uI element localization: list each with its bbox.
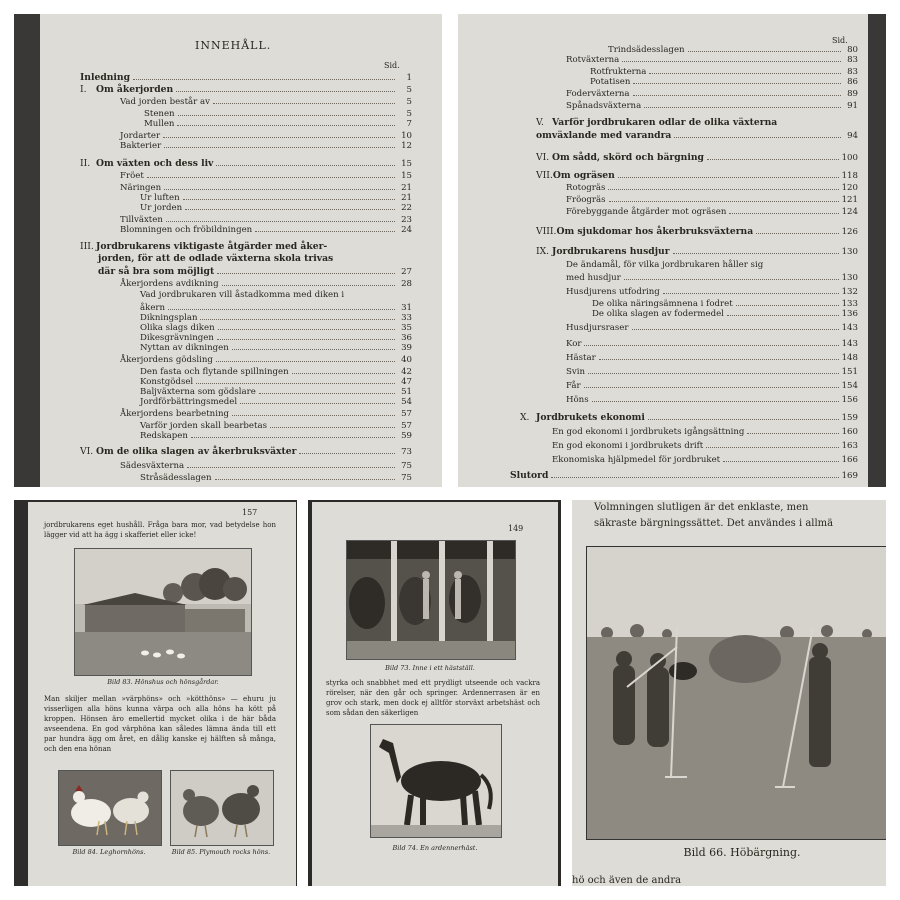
toc-right-entry-page: 151 <box>841 367 858 377</box>
page-157-top-text: jordbrukarens eget hushåll. Fråga bara mor, vad betydelse hon lägger vid att ha ägg i skafferiet eller icke! <box>44 521 276 539</box>
toc-left-entry-dots <box>164 140 395 148</box>
toc-right-entry-dots <box>551 470 838 478</box>
toc-right-entry-dots <box>584 380 839 388</box>
page-149-body: styrka och snabbhet med ett prydligt utseende och vackra rörelser, när den går och springer. Ardennerrasen är en grov och stark, men dock ej alltför storväxt arbetshäst och som sådan den säkerligen <box>326 679 540 717</box>
toc-left-entry-label: Blomningen och fröbildningen <box>120 225 253 235</box>
toc-right-entry-numeral: IX. <box>536 246 550 257</box>
toc-left-entry-dots <box>185 202 395 210</box>
toc-left-entry-page: 1 <box>406 73 412 83</box>
toc-right-entry-page: 121 <box>841 195 858 205</box>
toc-right-entry <box>566 206 858 217</box>
toc-left-entry-page: 7 <box>406 119 412 129</box>
toc-left-entry-dots <box>196 376 395 384</box>
toc-left-entry-dots <box>232 408 395 416</box>
toc-right-entry <box>566 182 858 193</box>
toc-left-entry-page: 5 <box>406 109 412 119</box>
toc-left-entry <box>120 96 412 107</box>
toc-right-entry <box>566 100 858 111</box>
toc-right-entry-label: Svin <box>566 367 586 377</box>
toc-right-entry-numeral: V. <box>536 117 544 128</box>
toc-left-entry <box>80 446 412 457</box>
toc-left-entry-page: 35 <box>401 323 412 333</box>
toc-right-entry-dots <box>633 76 841 84</box>
toc-right-entry-dots <box>688 44 841 52</box>
toc-left-entry <box>120 140 412 151</box>
toc-left-entry <box>140 396 412 407</box>
toc-right-entry <box>566 352 858 363</box>
toc-left-entry-label: Sädesväxterna <box>120 461 185 471</box>
toc-left-entry-dots <box>259 386 395 394</box>
toc-left-entry <box>80 84 412 95</box>
caption-bild-83: Bild 83. Hönshus och hönsgårdar. <box>107 678 219 686</box>
hay-top-line-2: säkraste bärgningssättet. Det användes i allmä <box>594 518 834 529</box>
toc-right-entry-dots <box>729 206 838 214</box>
toc-left-entry-label: Näringen <box>120 183 162 193</box>
toc-left-entry-label: III. Jordbrukarens viktigaste åtgärder med åker- <box>80 241 328 252</box>
toc-right-entry-page: 148 <box>841 353 858 363</box>
toc-left-entry-dots <box>270 420 395 428</box>
toc-right-entry-label: De ändamål, för vilka jordbrukaren håller sig <box>566 260 764 270</box>
toc-left-entry-page: 47 <box>401 377 412 387</box>
horse-illustration <box>371 725 501 837</box>
hay-bottom-text: hö och även de andra <box>572 875 682 886</box>
toc-right-entry-label: Rotogräs <box>566 183 606 193</box>
toc-right-entry-page: 154 <box>841 381 858 391</box>
toc-right-entry-dots <box>663 286 839 294</box>
toc-left-entry-label: Fröet <box>120 171 144 181</box>
toc-right-entry-dots <box>584 338 838 346</box>
toc-left-entry-label: Varför jorden skall bearbetas <box>140 421 268 431</box>
toc-left-entry-label: Redskapen <box>140 431 188 441</box>
toc-left-entry <box>120 224 412 235</box>
toc-left-entry-page: 24 <box>401 225 412 235</box>
toc-right-entry-label: En god ekonomi i jordbrukets igångsättning <box>552 427 745 437</box>
toc-left-entry-dots <box>218 322 395 330</box>
toc-left-entry-page: 57 <box>401 409 412 419</box>
toc-left-entry-label: Dikesgrävningen <box>140 333 214 343</box>
toc-left-entry-dots <box>213 96 395 104</box>
toc-left-entry-page: 51 <box>401 387 412 397</box>
toc-left-page <box>40 14 442 487</box>
toc-left-entry-label: Nyttan av dikningen <box>140 343 229 353</box>
toc-right-entry-page: 163 <box>841 441 858 451</box>
toc-left-entry-label: Inledning <box>80 72 131 83</box>
toc-left-entry <box>140 472 412 483</box>
toc-left-entry-label: Åkerjordens gödsling <box>120 355 213 365</box>
toc-right-entry-label: VI. Om sådd, skörd och bärgning <box>536 152 704 163</box>
toc-left-entry-dots <box>176 84 395 92</box>
toc-right-entry <box>566 322 858 333</box>
toc-left-entry-dots <box>163 130 395 138</box>
toc-left-entry-label: VI. Om de olika slagen av åkerbruksväxter <box>80 446 297 457</box>
page-157-body: Man skiljer mellan »värphöns» och »kötthöns» — ehuru ju visserligen alla höns kunna värpa och alla höns ha kött på kroppen. Hönsen äro emellertid mycket olika i de här båda avseendena. En god värphöna kan således lämna ända till ett par hundra ägg om året, en dålig kanske ej hälften så många, och den ena hönan <box>44 695 276 753</box>
toc-left-entry-page: 5 <box>406 97 412 107</box>
toc-right-entry-page: 100 <box>841 153 858 163</box>
toc-left-entry-label: Olika slags diken <box>140 323 215 333</box>
toc-right-entry <box>566 338 858 349</box>
toc-left-entry-numeral: III. <box>80 241 94 252</box>
toc-right-entry <box>536 130 858 141</box>
toc-right-entry-dots <box>648 412 839 420</box>
toc-left-entry <box>80 242 412 252</box>
toc-left-entry-dots <box>299 446 395 454</box>
toc-left-entry-label: jorden, för att de odlade växterna skola trivas <box>98 253 334 264</box>
toc-right-entry-label: VIII.Om sjukdomar hos åkerbruksväxterna <box>536 226 754 237</box>
toc-left-entry-dots <box>183 192 395 200</box>
toc-right-entry-dots <box>599 352 839 360</box>
toc-right-entry-dots <box>756 226 838 234</box>
hay-harvest-illustration <box>587 547 886 839</box>
toc-right-entry-label: X. Jordbrukets ekonomi <box>520 412 645 423</box>
toc-right-entry-page: 80 <box>847 45 858 55</box>
toc-left-entry-page: 23 <box>401 215 412 225</box>
toc-left-entry-label: Mullen <box>144 119 175 129</box>
toc-right-entry <box>566 194 858 205</box>
toc-left-entry-page: 36 <box>401 333 412 343</box>
toc-left-entry-dots <box>187 460 395 468</box>
toc-right-entry-dots <box>644 100 841 108</box>
leghorn-photo <box>58 770 162 846</box>
toc-left-entry-label: Vad jorden består av <box>120 97 210 107</box>
toc-left-entry <box>80 72 412 83</box>
toc-right-entry-dots <box>588 366 839 374</box>
toc-left-entry-label: Ur luften <box>140 193 180 203</box>
toc-left-entry-dots <box>240 396 395 404</box>
toc-right-entry <box>590 76 858 87</box>
toc-right-entry-dots <box>632 322 839 330</box>
toc-right-entry-label: Husdjursraser <box>566 323 629 333</box>
toc-right-entry-label: De olika näringsämnena i fodret <box>592 299 733 309</box>
toc-right-entry-page: 118 <box>841 171 858 181</box>
toc-left-entry-label: Jordförbättringsmedel <box>140 397 238 407</box>
toc-right-entry-page: 160 <box>841 427 858 437</box>
toc-left-entry-dots <box>215 472 395 480</box>
toc-left-entry-page: 54 <box>401 397 412 407</box>
toc-right-entry-dots <box>649 66 841 74</box>
plymouth-photo <box>170 770 274 846</box>
toc-left-entry-numeral: VI. <box>80 446 94 457</box>
toc-right-entry-dots <box>633 88 842 96</box>
toc-right-entry-label: Höns <box>566 395 589 405</box>
toc-right-entry <box>566 272 858 283</box>
toc-left-entry-page: 75 <box>401 461 412 471</box>
toc-left-entry <box>98 266 412 277</box>
toc-left-entry-label: II. Om växten och dess liv <box>80 158 214 169</box>
toc-right-entry-page: 133 <box>841 299 858 309</box>
toc-right-entry-label: VII.Om ogräsen <box>536 170 615 181</box>
toc-left-entry-label: Baljväxterna som gödslare <box>140 387 256 397</box>
toc-right-entry-label: Potatisen <box>590 77 631 87</box>
toc-left-entry-dots <box>222 278 395 286</box>
toc-right-entry-page: 126 <box>841 227 858 237</box>
toc-left-entry-numeral: I. <box>80 84 87 95</box>
toc-left-entry-dots <box>292 366 395 374</box>
toc-left-entry-label: Åkerjordens avdikning <box>120 279 219 289</box>
toc-left-entry-page: 27 <box>401 267 412 277</box>
toc-left-entry <box>80 158 412 169</box>
toc-left-entry-dots <box>168 302 395 310</box>
toc-left-entry <box>144 118 412 129</box>
toc-right-entry-numeral: X. <box>520 412 530 423</box>
toc-left-entry-page: 42 <box>401 367 412 377</box>
toc-right-entry-label: Förebyggande åtgärder mot ogräsen <box>566 207 727 217</box>
toc-sid-label: Sid. <box>384 61 400 70</box>
toc-right-photo <box>458 14 886 487</box>
toc-left-entry-label: Den fasta och flytande spillningen <box>140 367 289 377</box>
toc-left-entry <box>120 170 412 181</box>
toc-left-entry-label: Bakterier <box>120 141 162 151</box>
toc-right-entry-label: Rotfrukterna <box>590 67 647 77</box>
page-149 <box>312 502 558 886</box>
toc-right-entry-page: 143 <box>841 339 858 349</box>
toc-left-entry-label: Stenen <box>144 109 175 119</box>
toc-right-entry-dots <box>609 194 839 202</box>
toc-right-entry-page: 130 <box>841 247 858 257</box>
farm-illustration <box>75 549 251 675</box>
toc-left-entry <box>120 408 412 419</box>
toc-right-entry-page: 83 <box>847 67 858 77</box>
toc-right-entry-label: V. Varför jordbrukaren odlar de olika växterna <box>536 117 778 128</box>
toc-right-entry <box>536 170 858 181</box>
toc-left-entry-label: Tillväxten <box>120 215 163 225</box>
toc-left-entry-page: 33 <box>401 313 412 323</box>
toc-right-entry <box>536 152 858 163</box>
toc-right-entry-label: De olika slagen av fodermedel <box>592 309 724 319</box>
toc-left-entry-dots <box>166 214 395 222</box>
toc-left-entry-label: Vad jordbrukaren vill åstadkomma med diken i <box>140 290 345 300</box>
toc-right-entry <box>552 426 858 437</box>
toc-left-entry-label: Ur jorden <box>140 203 183 213</box>
toc-right-entry-page: 156 <box>841 395 858 405</box>
toc-right-entry-page: 132 <box>841 287 858 297</box>
toc-right-entry <box>536 246 858 257</box>
toc-right-entry-page: 91 <box>847 101 858 111</box>
toc-right-entry-dots <box>727 308 839 316</box>
toc-left-entry-page: 10 <box>401 131 412 141</box>
caption-bild-85: Bild 85. Plymouth rocks höns. <box>171 848 271 856</box>
toc-right-entry-label: Trindsädesslagen <box>608 45 685 55</box>
toc-left-entry-page: 15 <box>401 171 412 181</box>
toc-right-entry-label: IX. Jordbrukarens husdjur <box>536 246 670 257</box>
toc-left-photo <box>14 14 442 487</box>
toc-right-entry-label: Spånadsväxterna <box>566 101 642 111</box>
toc-left-entry-page: 5 <box>406 85 412 95</box>
toc-right-entry-page: 83 <box>847 55 858 65</box>
leghorn-illustration <box>59 771 161 845</box>
toc-left-entry-label: Åkerjordens bearbetning <box>120 409 229 419</box>
toc-left-entry-dots <box>133 72 395 80</box>
toc-right-entry-dots <box>706 440 838 448</box>
toc-left-entry-label: Stråsädesslagen <box>140 473 212 483</box>
toc-right-entry <box>566 260 858 270</box>
toc-right-page <box>458 14 868 487</box>
page-149-photo <box>308 500 561 886</box>
toc-right-entry <box>510 470 858 481</box>
toc-left-entry-page: 21 <box>401 193 412 203</box>
toc-right-entry-dots <box>608 182 838 190</box>
page-hay-photo <box>572 500 886 886</box>
caption-bild-73: Bild 73. Inne i ett hästställ. <box>385 664 475 672</box>
toc-left-entry <box>140 430 412 441</box>
toc-left-entry-page: 40 <box>401 355 412 365</box>
page-number-157: 157 <box>242 508 258 517</box>
toc-left-entry-dots <box>217 332 395 340</box>
toc-left-entry <box>140 342 412 353</box>
toc-right-entry-page: 169 <box>841 471 858 481</box>
horse-photo <box>370 724 502 838</box>
caption-bild-74: Bild 74. En ardennerhäst. <box>392 844 478 852</box>
toc-right-entry-label: med husdjur <box>566 273 621 283</box>
page-number-149: 149 <box>508 524 524 533</box>
toc-right-entry-dots <box>592 394 839 402</box>
toc-left-entry-page: 75 <box>401 473 412 483</box>
toc-right-entry-dots <box>622 54 841 62</box>
toc-right-entry-label: omväxlande med varandra <box>536 130 672 141</box>
hay-top-line-1: Volmningen slutligen är det enklaste, men <box>594 502 809 513</box>
toc-left-entry-page: 73 <box>401 447 412 457</box>
toc-right-entry-page: 136 <box>841 309 858 319</box>
toc-right-entry <box>520 412 858 423</box>
toc-right-entry <box>592 308 858 319</box>
toc-left-entry <box>120 354 412 365</box>
stable-photo <box>346 540 516 660</box>
toc-left-entry-page: 59 <box>401 431 412 441</box>
toc-right-entry-dots <box>736 298 839 306</box>
toc-left-entry-page: 15 <box>401 159 412 169</box>
farm-photo <box>74 548 252 676</box>
toc-left-entry-label: Dikningsplan <box>140 313 198 323</box>
toc-right-entry <box>566 394 858 405</box>
toc-right-entry-label: Foderväxterna <box>566 89 630 99</box>
toc-right-entry-page: 94 <box>847 131 858 141</box>
toc-left-entry-page: 39 <box>401 343 412 353</box>
toc-left-entry-dots <box>216 354 395 362</box>
toc-right-entry-label: Ekonomiska hjälpmedel för jordbruket <box>552 455 721 465</box>
toc-right-entry <box>552 440 858 451</box>
page-157-photo <box>14 500 297 886</box>
toc-right-entry-label: Fröogräs <box>566 195 606 205</box>
toc-right-entry <box>566 88 858 99</box>
toc-left-entry <box>120 278 412 289</box>
toc-right-entry-label: En god ekonomi i jordbrukets drift <box>552 441 704 451</box>
toc-right-entry-dots <box>673 246 839 254</box>
hay-harvest-photo <box>586 546 886 840</box>
toc-left-entry-dots <box>232 342 395 350</box>
toc-left-entry-numeral: II. <box>80 158 91 169</box>
toc-right-entry-numeral: VII. <box>536 170 553 181</box>
toc-right-sid-label: Sid. <box>832 36 848 45</box>
toc-left-entry-page: 57 <box>401 421 412 431</box>
toc-right-entry-numeral: VI. <box>536 152 550 163</box>
toc-left-entry-page: 31 <box>401 303 412 313</box>
toc-right-entry-label: Får <box>566 381 581 391</box>
toc-title: INNEHÅLL. <box>195 39 272 52</box>
toc-right-entry-dots <box>723 454 838 462</box>
toc-right-entry-page: 124 <box>841 207 858 217</box>
plymouth-illustration <box>171 771 273 845</box>
toc-left-entry-dots <box>255 224 395 232</box>
toc-right-entry-page: 166 <box>841 455 858 465</box>
toc-left-entry <box>98 254 412 264</box>
toc-right-entry-label: Slutord <box>510 470 549 481</box>
toc-right-entry-numeral: VIII. <box>536 226 557 237</box>
toc-right-entry-page: 86 <box>847 77 858 87</box>
toc-right-entry-page: 89 <box>847 89 858 99</box>
toc-left-entry <box>120 460 412 471</box>
stable-illustration <box>347 541 515 659</box>
toc-left-entry-page: 12 <box>401 141 412 151</box>
toc-right-entry <box>566 380 858 391</box>
toc-right-entry-page: 130 <box>841 273 858 283</box>
toc-right-entry-label: Rotväxterna <box>566 55 620 65</box>
toc-right-entry-label: Hästar <box>566 353 596 363</box>
toc-right-entry-dots <box>747 426 838 434</box>
toc-left-entry-label: Konstgödsel <box>140 377 194 387</box>
toc-right-entry <box>536 226 858 237</box>
caption-bild-66: Bild 66. Höbärgning. <box>683 846 801 859</box>
toc-right-entry <box>536 118 858 128</box>
toc-left-entry-dots <box>200 312 395 320</box>
toc-right-entry-label: Husdjurens utfodring <box>566 287 660 297</box>
toc-left-entry-dots <box>178 108 395 116</box>
toc-right-entry-page: 120 <box>841 183 858 193</box>
toc-left-entry-page: 28 <box>401 279 412 289</box>
toc-right-entry-page: 143 <box>841 323 858 333</box>
toc-left-entry-dots <box>217 266 395 274</box>
toc-right-entry-dots <box>674 130 841 138</box>
toc-right-entry-dots <box>618 170 839 178</box>
toc-right-entry <box>566 366 858 377</box>
toc-right-entry-label: Kor <box>566 339 582 349</box>
toc-right-entry-page: 159 <box>841 413 858 423</box>
toc-left-entry <box>140 290 412 300</box>
toc-left-entry-dots <box>216 158 395 166</box>
toc-right-entry-dots <box>624 272 839 280</box>
toc-right-entry <box>552 454 858 465</box>
toc-right-entry-dots <box>707 152 839 160</box>
toc-left-entry-label: I. Om åkerjorden <box>80 84 174 95</box>
toc-left-entry-label: Jordarter <box>120 131 161 141</box>
toc-left-entry-dots <box>177 118 395 126</box>
toc-left-entry <box>140 202 412 213</box>
page-157 <box>28 502 296 886</box>
toc-left-entry-dots <box>191 430 395 438</box>
toc-left-entry-label: åkern <box>140 303 166 313</box>
toc-left-entry-page: 22 <box>401 203 412 213</box>
toc-left-entry-page: 21 <box>401 183 412 193</box>
toc-left-entry-dots <box>164 182 395 190</box>
toc-left-entry-dots <box>147 170 395 178</box>
toc-right-entry <box>566 286 858 297</box>
toc-left-entry-label: där så bra som möjligt <box>98 266 215 277</box>
toc-right-entry <box>566 54 858 65</box>
caption-bild-84: Bild 84. Leghornhöns. <box>72 848 146 856</box>
